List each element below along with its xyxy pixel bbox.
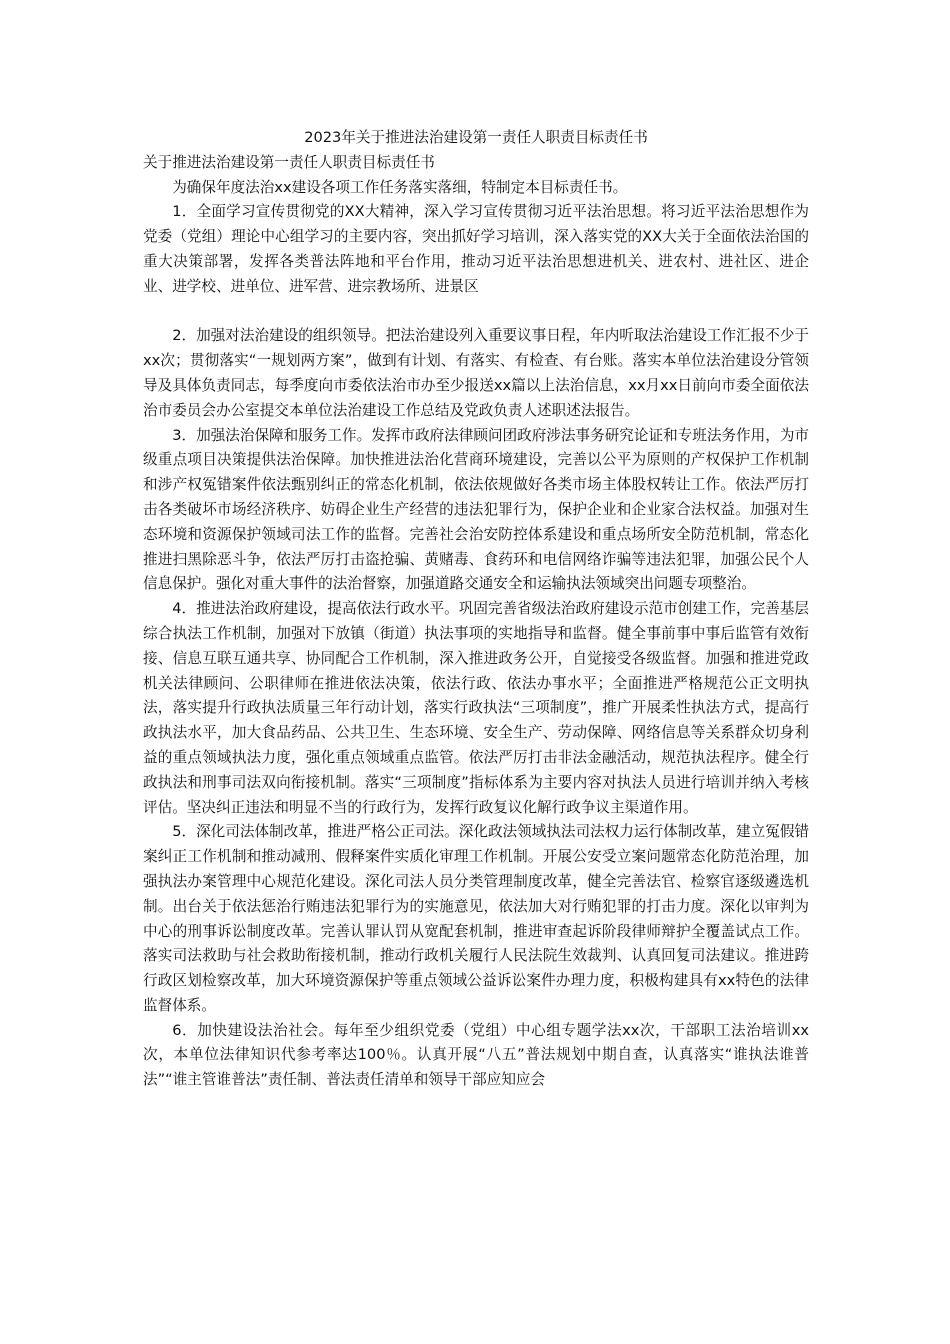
document-page xyxy=(143,126,809,1093)
intro-paragraph: 为确保年度法治xx建设各项工作任务落实落细，特制定本目标责任书。 xyxy=(172,178,628,196)
document-title: 2023年关于推进法治建设第一责任人职责目标责任书 xyxy=(304,129,648,146)
paragraph-item-2: 2．加强对法治建设的组织领导。把法治建设列入重要议事日程，年内听取法治建设工作汇报不少于xx次；贯彻落实“一规划两方案”，做到有计划、有落实、有检查、有台账。落实本单位法治建设分管领导及具体负责同志，每季度向市委依法治市办至少报送xx篇以上法治信息，xx月xx日前向市委全面依法治市委员会办公室提交本单位法治建设工作总结及党政负责人述职述法报告。 xyxy=(143,327,810,419)
document-subtitle: 关于推进法治建设第一责任人职责目标责任书 xyxy=(143,153,435,171)
paragraph-item-1: 1．全面学习宣传贯彻党的XX大精神，深入学习宣传贯彻习近平法治思想。将习近平法治思想作为党委（党组）理论中心组学习的主要内容，突出抓好学习培训，深入落实党的XX大关于全面依法治国的重大决策部署，发挥各类普法阵地和平台作用，推动习近平法治思想进机关、进农村、进社区、进企业、进学校、进单位、进军营、进宗教场所、进景区 xyxy=(143,203,809,295)
paragraph-item-5: 5．深化司法体制改革，推进严格公正司法。深化政法领域执法司法权力运行体制改革，建立冤假错案纠正工作机制和推动减刑、假释案件实质化审理工作机制。开展公安受立案问题常态化防范治理，加强执法办案管理中心规范化建设。深化司法人员分类管理制度改革，健全完善法官、检察官逐级遴选机制。出台关于依法惩治行贿违法犯罪行为的实施意见，依法加大对行贿犯罪的打击力度。深化以审判为中心的刑事诉讼制度改革。完善认罪认罚从宽配套机制，推进审查起诉阶段律师辩护全覆盖试点工作。落实司法救助与社会救助衔接机制，推动行政机关履行人民法院生效裁判、认真回复司法建议。推进跨行政区划检察改革，加大环境资源保护等重点领域公益诉讼案件办理力度，积极构建具有xx特色的法律监督体系。 xyxy=(143,823,810,1014)
paragraph-item-3: 3．加强法治保障和服务工作。发挥市政府法律顾问团政府涉法事务研究论证和专班法务作用，为市级重点项目决策提供法治保障。加快推进法治化营商环境建设，完善以公平为原则的产权保护工作机制和涉产权冤错案件依法甄别纠正的常态化机制，依法依规做好各类市场主体股权转让工作。依法严厉打击各类破坏市场经济秩序、妨碍企业生产经营的违法犯罪行为，保护企业和企业家合法权益。加强对生态环境和资源保护领域司法工作的监督。完善社会治安防控体系建设和重点场所安全防范机制，常态化推进扫黑除恶斗争，依法严厉打击盗抢骗、黄赌毒、食药环和电信网络诈骗等违法犯罪，加强公民个人信息保护。强化对重大事件的法治督察，加强道路交通安全和运输执法领域突出问题专项整治。 xyxy=(143,426,810,593)
paragraph-item-4: 4．推进法治政府建设，提高依法行政水平。巩固完善省级法治政府建设示范市创建工作，完善基层综合执法工作机制，加强对下放镇（街道）执法事项的实地指导和监督。健全事前事中事后监管有效衔接、信息互联互通共享、协同配合工作机制，深入推进政务公开，自觉接受各级监督。加强和推进党政机关法律顾问、公职律师在推进依法决策，依法行政、依法办事水平；全面推进严格规范公正文明执法，落实提升行政执法质量三年行动计划，落实行政执法“三项制度”，推广开展柔性执法方式，提高行政执法水平，加大食品药品、公共卫生、生态环境、安全生产、劳动保障、网络信息等关系群众切身利益的重点领域执法力度，强化重点领域重点监管。依法严厉打击非法金融活动，规范执法程序。健全行政执法和刑事司法双向衔接机制。落实“三项制度”指标体系为主要内容对执法人员进行培训并纳入考核评估。坚决纠正违法和明显不当的行政行为，发挥行政复议化解行政争议主渠道作用。 xyxy=(143,600,810,816)
paragraph-item-6: 6．加快建设法治社会。每年至少组织党委（党组）中心组专题学法xx次，干部职工法治培训xx次，本单位法律知识代参考率达100％。认真开展“八五”普法规划中期自查，认真落实“谁执法谁普法”“谁主管谁普法”责任制、普法责任清单和领导干部应知应会 xyxy=(143,1021,809,1089)
